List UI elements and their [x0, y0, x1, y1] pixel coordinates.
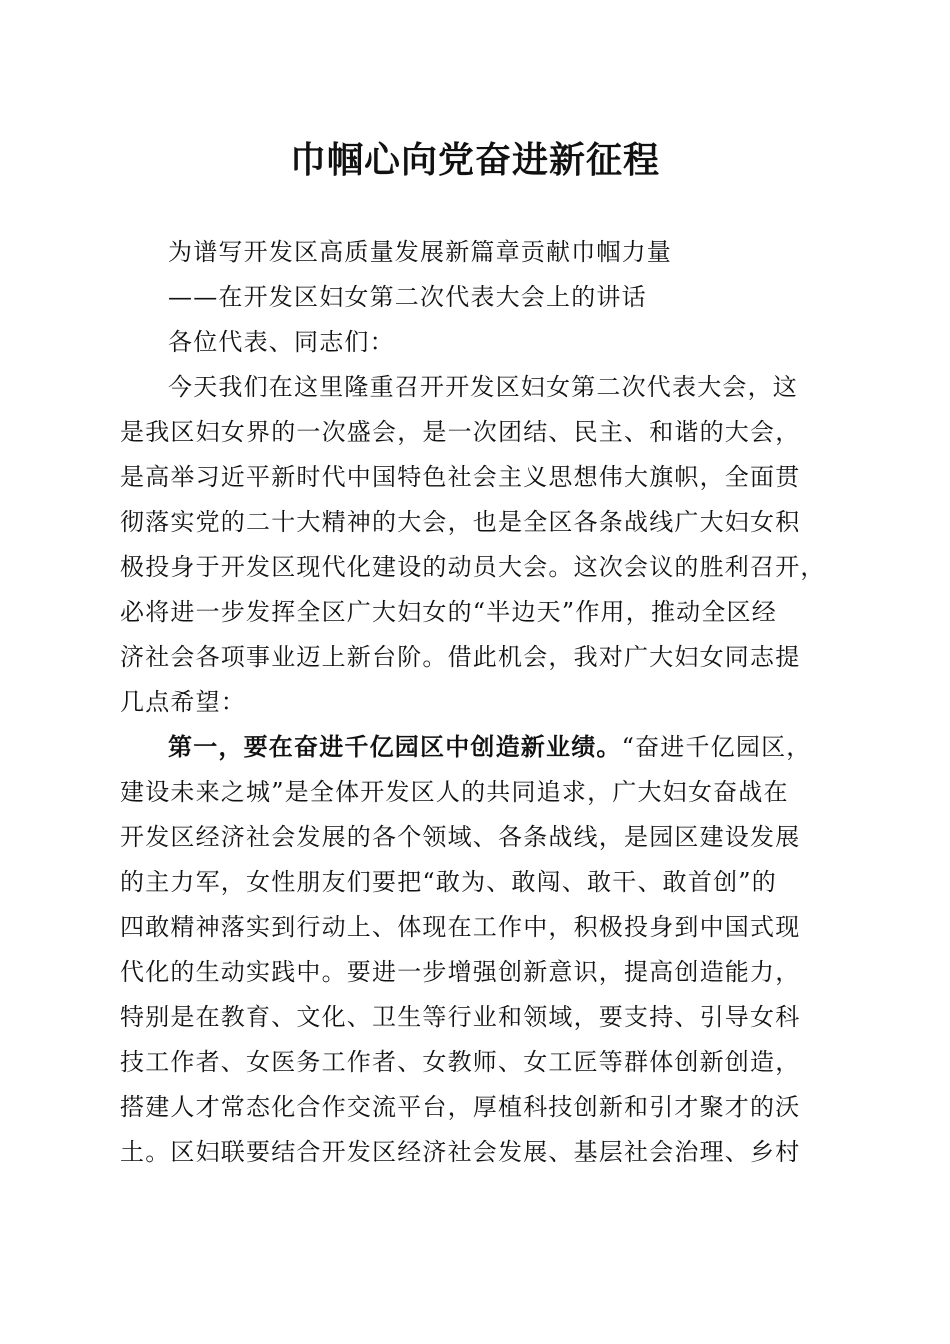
paragraph2-first-line: [168, 725, 874, 769]
paragraph1-line: 几点希望：: [120, 688, 246, 716]
paragraph2-line: 四敢精神落实到行动上、体现在工作中，积极投身到中国式现: [120, 913, 801, 941]
paragraph1-line: 是我区妇女界的一次盛会，是一次团结、民主、和谐的大会，: [120, 418, 801, 446]
paragraph2-line: 土。区妇联要结合开发区经济社会发展、基层社会治理、乡村: [120, 1138, 801, 1166]
paragraph2-first-rest: “奋进千亿园区，: [621, 733, 812, 761]
section-heading: 第一，要在奋进千亿园区中创造新业绩。: [168, 732, 622, 761]
paragraph1-line: 极投身于开发区现代化建设的动员大会。这次会议的胜利召开，: [120, 553, 826, 581]
paragraph2-line: 建设未来之城”是全体开发区人的共同追求，广大妇女奋战在: [120, 778, 789, 806]
paragraph2-line: 代化的生动实践中。要进一步增强创新意识，提高创造能力，: [120, 958, 801, 986]
paragraph2-line: 特别是在教育、文化、卫生等行业和领域，要支持、引导女科: [120, 1003, 801, 1031]
paragraph1-line: 济社会各项事业迈上新台阶。借此机会，我对广大妇女同志提: [120, 643, 801, 671]
paragraph1-line: 必将进一步发挥全区广大妇女的“半边天”作用，推动全区经: [120, 598, 777, 626]
paragraph1-line: 今天我们在这里隆重召开开发区妇女第二次代表大会，这: [168, 373, 798, 401]
paragraph2-line: 开发区经济社会发展的各个领域、各条战线，是园区建设发展: [120, 823, 801, 851]
paragraph2-line: 的主力军，女性朋友们要把“敢为、敢闯、敢干、敢首创”的: [120, 868, 777, 896]
paragraph1-line: 彻落实党的二十大精神的大会，也是全区各条战线广大妇女积: [120, 508, 801, 536]
subtitle: 为谱写开发区高质量发展新篇章贡献巾帼力量: [168, 238, 672, 266]
paragraph2-line: 搭建人才常态化合作交流平台，厚植科技创新和引才聚才的沃: [120, 1093, 801, 1121]
paragraph2-line: 技工作者、女医务工作者、女教师、女工匠等群体创新创造，: [120, 1048, 801, 1076]
occasion-line: ——在开发区妇女第二次代表大会上的讲话: [168, 283, 647, 311]
paragraph1-line: 是高举习近平新时代中国特色社会主义思想伟大旗帜，全面贯: [120, 463, 801, 491]
salutation: 各位代表、同志们：: [168, 328, 395, 356]
document-title: 巾帼心向党奋进新征程: [289, 139, 660, 181]
